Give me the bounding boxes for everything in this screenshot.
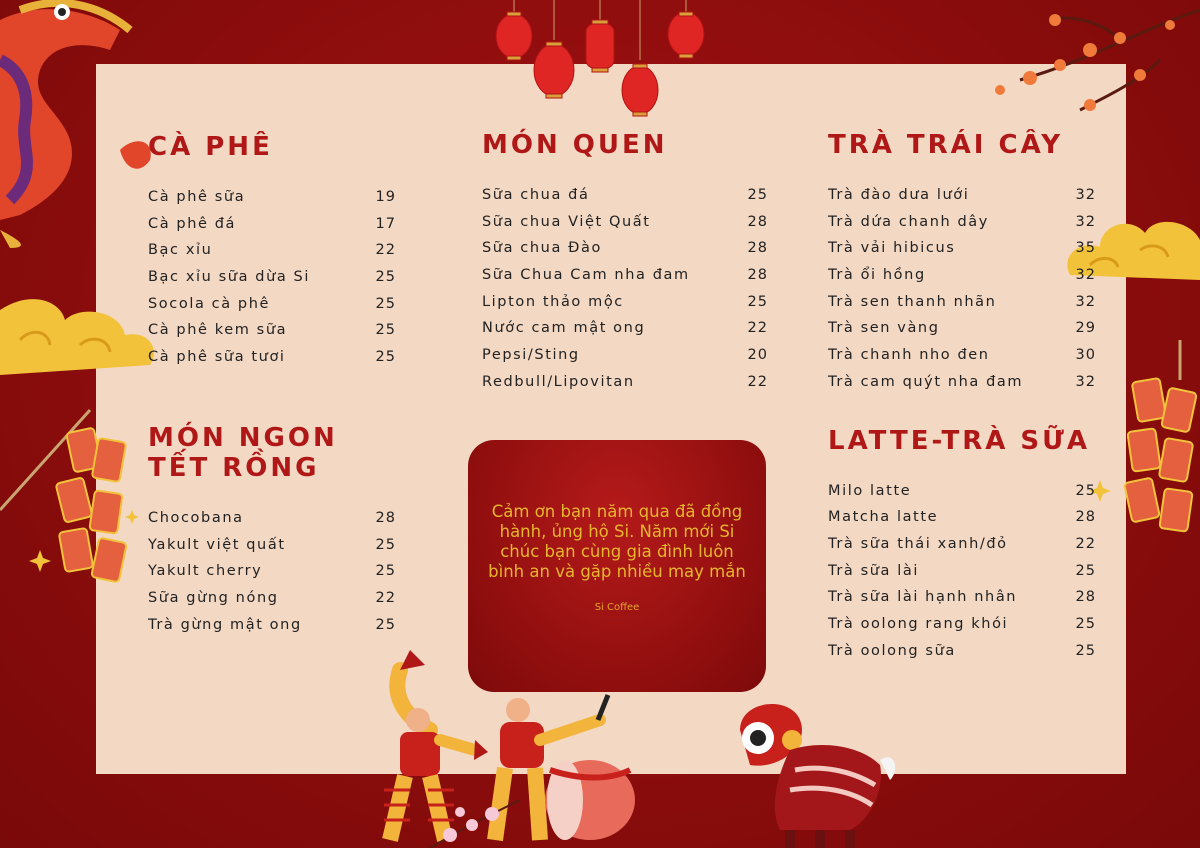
menu-item-name: Bạc xỉu sữa dừa Si	[148, 269, 310, 286]
menu-item-price: 25	[1075, 615, 1096, 632]
menu-item-name: Yakult việt quất	[148, 536, 286, 553]
menu-item-price: 28	[747, 240, 768, 257]
menu-column-left	[148, 132, 396, 638]
section-title-line: MÓN NGON	[148, 422, 338, 453]
cherry-blossom-branch	[430, 790, 520, 848]
menu-item-price: 32	[1075, 213, 1096, 230]
cloud-swirl	[0, 290, 160, 380]
menu-item	[828, 558, 1096, 585]
greeting-card	[468, 440, 766, 692]
dragon-illustration	[0, 0, 160, 250]
menu-item-name: Trà sen thanh nhãn	[828, 293, 997, 310]
menu-item-name: Socola cà phê	[148, 295, 271, 312]
menu-item-name: Sữa chua đá	[482, 187, 590, 203]
menu-item-name: Trà đào dưa lưới	[828, 187, 970, 203]
menu-item-name: Cà phê kem sữa	[148, 322, 288, 339]
menu-list	[828, 182, 1096, 396]
menu-item	[828, 235, 1096, 262]
section-title: CÀ PHÊ	[148, 132, 273, 162]
menu-item-name: Bạc xỉu	[148, 242, 213, 259]
menu-item-name: Trà sữa lài	[828, 562, 919, 579]
menu-item	[148, 264, 396, 291]
section-tra-trai-cay	[828, 130, 1096, 396]
menu-item-name: Cà phê đá	[148, 215, 237, 232]
menu-item-name: Chocobana	[148, 509, 244, 526]
menu-item-price: 35	[1075, 240, 1096, 257]
menu-item-name: Trà sen vàng	[828, 320, 940, 337]
section-title: LATTE-TRÀ SỮA	[828, 425, 1090, 456]
menu-item	[828, 611, 1096, 638]
menu-item-price: 32	[1075, 293, 1096, 310]
menu-item-price: 25	[375, 322, 396, 339]
menu-item-name: Pepsi/Sting	[482, 347, 580, 364]
menu-item-price: 28	[747, 267, 768, 284]
menu-item	[828, 262, 1096, 289]
menu-item-price: 25	[375, 616, 396, 633]
menu-item	[148, 291, 396, 318]
menu-item-name: Redbull/Lipovitan	[482, 373, 635, 390]
menu-item	[482, 209, 768, 236]
lantern-icon	[490, 0, 710, 140]
menu-item	[482, 342, 768, 369]
menu-item-price: 25	[1075, 482, 1096, 499]
menu-item-price: 22	[747, 320, 768, 337]
section-title: TRÀ TRÁI CÂY	[828, 130, 1064, 160]
menu-item	[148, 532, 396, 559]
menu-item-name: Trà sữa lài hạnh nhân	[828, 589, 1018, 606]
section-mon-ngon-tet-rong	[148, 423, 396, 638]
menu-item	[148, 585, 396, 612]
menu-item	[828, 504, 1096, 531]
menu-item-name: Lipton thảo mộc	[482, 293, 624, 310]
section-ca-phe	[148, 132, 396, 371]
section-title-line: TẾT RỒNG	[148, 452, 320, 483]
menu-item-name: Nước cam mật ong	[482, 320, 646, 337]
menu-item	[828, 584, 1096, 611]
menu-item-price: 25	[375, 349, 396, 366]
menu-item-price: 19	[375, 189, 396, 205]
menu-item-name: Trà sữa thái xanh/đỏ	[828, 535, 1008, 552]
menu-item-name: Trà gừng mật ong	[148, 616, 302, 633]
section-latte-tra-sua	[828, 426, 1096, 665]
menu-item	[828, 342, 1096, 369]
menu-item-name: Sữa gừng nóng	[148, 589, 279, 606]
menu-item	[148, 344, 396, 371]
menu-item	[828, 209, 1096, 236]
menu-item-name: Cà phê sữa tươi	[148, 349, 286, 366]
menu-item	[828, 289, 1096, 316]
section-mon-quen	[482, 130, 768, 396]
menu-item	[148, 558, 396, 585]
menu-item-price: 22	[1075, 535, 1096, 552]
menu-item-name: Cà phê sữa	[148, 189, 246, 205]
menu-item	[482, 369, 768, 396]
menu-item-price: 25	[375, 536, 396, 553]
menu-list	[482, 182, 768, 396]
menu-item	[482, 235, 768, 262]
menu-item	[148, 612, 396, 639]
cherry-blossom-branch	[940, 0, 1200, 120]
menu-item	[482, 315, 768, 342]
menu-item-name: Sữa Chua Cam nha đam	[482, 267, 690, 284]
menu-item-name: Yakult cherry	[148, 563, 263, 580]
menu-item	[482, 289, 768, 316]
menu-item-name: Trà ổi hồng	[828, 267, 926, 284]
menu-item	[148, 211, 396, 238]
menu-item	[828, 369, 1096, 396]
menu-item-price: 28	[1075, 589, 1096, 606]
menu-list	[148, 184, 396, 371]
menu-item	[828, 315, 1096, 342]
section-title	[148, 423, 396, 483]
menu-item-price: 17	[375, 215, 396, 232]
menu-item-price: 22	[375, 242, 396, 259]
menu-item	[828, 182, 1096, 209]
menu-item-price: 28	[375, 509, 396, 526]
menu-item-price: 25	[1075, 642, 1096, 659]
menu-item-price: 28	[747, 213, 768, 230]
section-title: MÓN QUEN	[482, 130, 668, 160]
menu-item-name: Trà vải hibicus	[828, 240, 956, 257]
menu-column-right	[828, 130, 1096, 664]
menu-column-middle	[482, 130, 768, 396]
menu-item-price: 32	[1075, 267, 1096, 284]
menu-list	[828, 478, 1096, 665]
greeting-signature: Si Coffee	[594, 602, 640, 613]
menu-item-price: 32	[1075, 373, 1096, 390]
greeting-text: Cảm ơn bạn năm qua đã đồng hành, ủng hộ Si. Năm mới Si chúc bạn cùng gia đình luôn bình an và gặp nhiều may mắn	[488, 502, 746, 581]
menu-item-price: 25	[747, 293, 768, 310]
menu-item-price: 30	[1075, 347, 1096, 364]
menu-item	[828, 531, 1096, 558]
menu-list	[148, 505, 396, 638]
menu-item-name: Milo latte	[828, 482, 912, 499]
lion-dance-illustration	[700, 690, 900, 848]
menu-item-price: 25	[1075, 562, 1096, 579]
menu-item	[148, 184, 396, 211]
menu-item-price: 25	[375, 563, 396, 580]
menu-item-name: Trà dứa chanh dây	[828, 213, 989, 230]
menu-item	[482, 182, 768, 209]
menu-item-name: Trà chanh nho đen	[828, 347, 990, 364]
menu-item-name: Matcha latte	[828, 509, 939, 526]
menu-item-price: 25	[375, 295, 396, 312]
menu-item-name: Trà oolong sữa	[828, 642, 956, 659]
menu-item	[828, 478, 1096, 505]
menu-item-price: 25	[375, 269, 396, 286]
menu-item-price: 28	[1075, 509, 1096, 526]
menu-item	[828, 638, 1096, 665]
menu-item	[148, 505, 396, 532]
menu-item	[148, 237, 396, 264]
firecracker-bundle	[1080, 340, 1200, 560]
menu-item-price: 25	[747, 187, 768, 203]
menu-item	[482, 262, 768, 289]
firecracker-bundle	[0, 400, 150, 610]
menu-item-price: 22	[375, 589, 396, 606]
menu-item-name: Sữa chua Việt Quất	[482, 213, 651, 230]
menu-item-price: 20	[747, 347, 768, 364]
menu-item-name: Sữa chua Đào	[482, 240, 602, 257]
menu-item-price: 22	[747, 373, 768, 390]
menu-item-name: Trà cam quýt nha đam	[828, 373, 1024, 390]
menu-item	[148, 317, 396, 344]
menu-item-price: 29	[1075, 320, 1096, 337]
menu-item-price: 32	[1075, 187, 1096, 203]
menu-item-name: Trà oolong rang khói	[828, 615, 1009, 632]
